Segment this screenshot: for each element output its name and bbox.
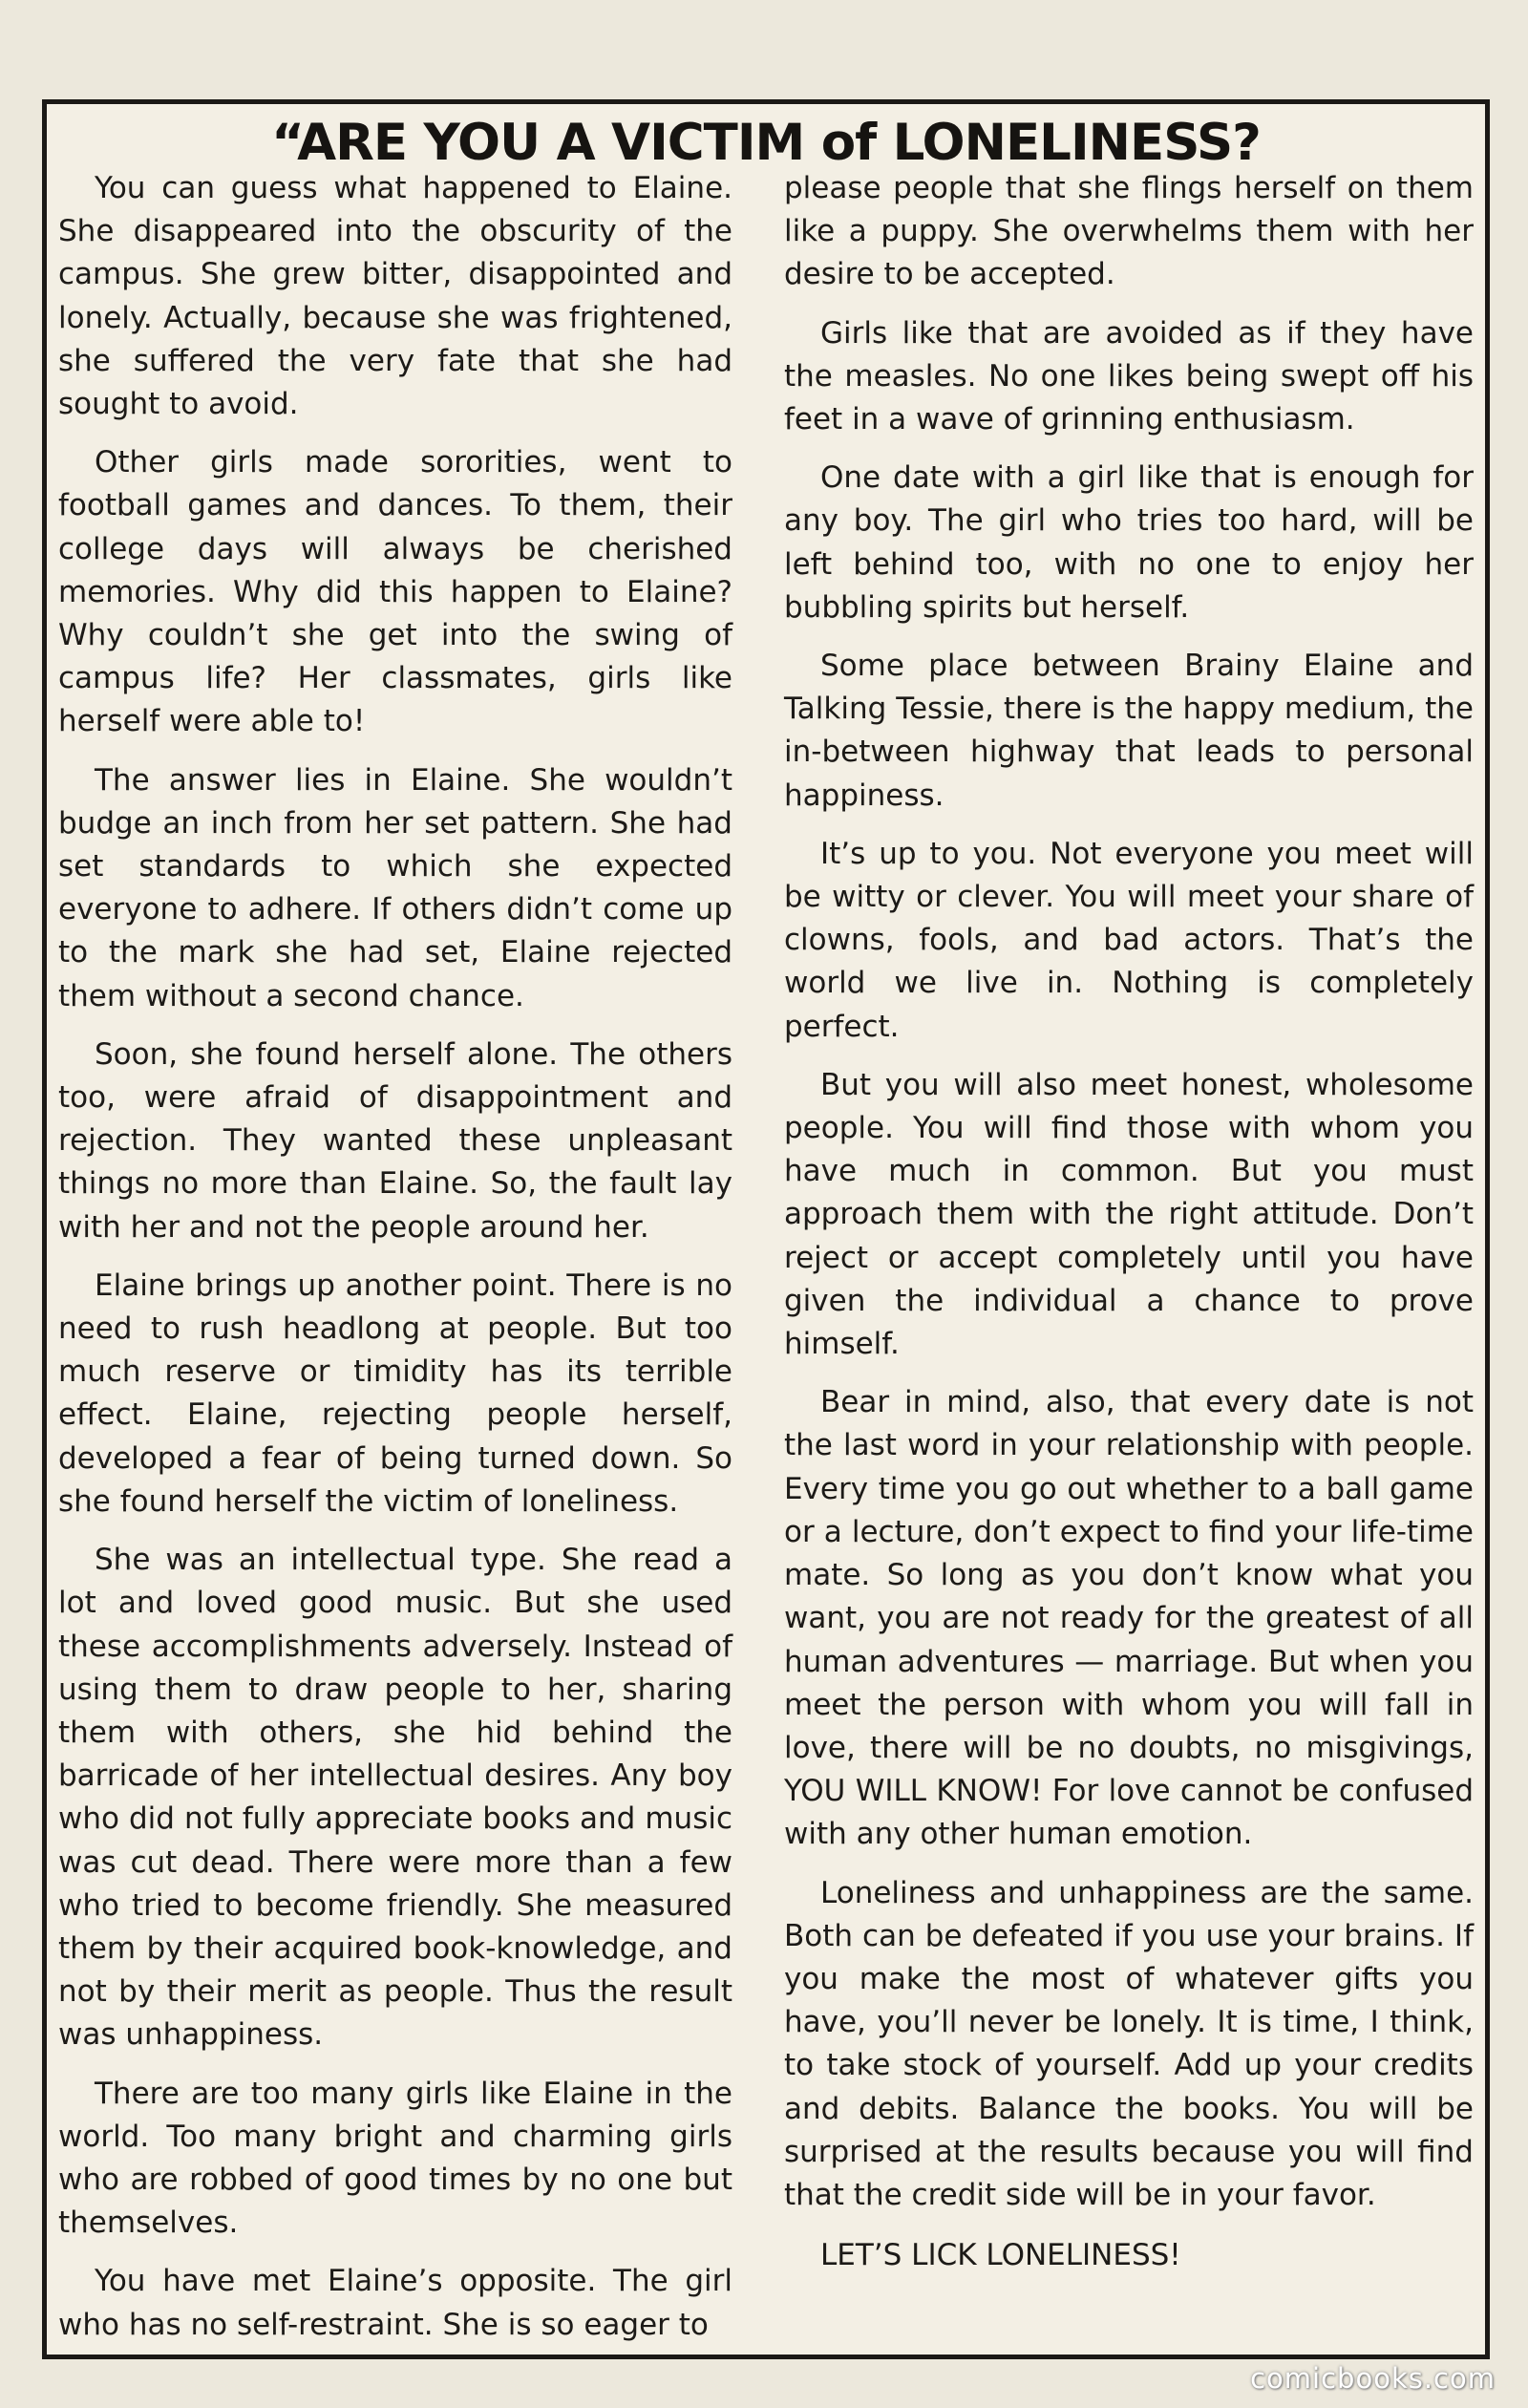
article-frame bbox=[42, 99, 1490, 2359]
paragraph: Other girls made sororities, went to football games and dances. To them, their college days will always be cherished memories. Why did this happen to Elaine? Why couldn’t she get into the swing of campus life? Her classmates, girls like herself were able to! bbox=[58, 445, 732, 739]
watermark: comicbooks.com bbox=[1250, 2362, 1496, 2395]
paragraph: Elaine brings up another point. There is no need to rush headlong at people. But too much reserve or timidity has its terrible effect. Elaine, rejecting people herself, developed a fear of being turned down. So she found herself the victim of loneliness. bbox=[58, 1268, 732, 1519]
paragraph-continuation: please people that she flings herself on them like a puppy. She overwhelms them with her desire to be accepted. bbox=[784, 171, 1474, 292]
paragraph: Bear in mind, also, that every date is not the last word in your relationship with people. Every time you go out whether to a ball game or a lecture, don’t expect to find your life-time mate. So long as you don’t know what you want, you are not ready for the greatest of all human adventures — marriage. But when you meet the person with whom you will fall in love, there will be no doubts, no misgivings, YOU WILL KNOW! For love cannot be confused with any other human emotion. bbox=[784, 1385, 1474, 1852]
paragraph: But you will also meet honest, wholesome people. You will find those with whom you have much in common. But you must approach them with the right attitude. Don’t reject or accept completely until you have given the individual a chance to prove himself. bbox=[784, 1067, 1474, 1362]
paragraph: You can guess what happened to Elaine. She disappeared into the obscurity of the campus. She grew bitter, disappointed and lonely. Actually, because she was frightened, she suffered the very fate that she had sought to avoid. bbox=[58, 171, 732, 422]
closing-line: LET’S LICK LONELINESS! bbox=[820, 2238, 1181, 2273]
right-column bbox=[784, 167, 1474, 2292]
paragraph: One date with a girl like that is enough for any boy. The girl who tries too hard, will be left behind too, with no one to enjoy her bubbling spirits but herself. bbox=[784, 460, 1474, 625]
paragraph: Loneliness and unhappiness are the same. Both can be defeated if you use your brains. If you make the most of whatever gifts you have, you’ll never be lonely. It is time, I think, to take stock of yourself. Add up your credits and debits. Balance the books. You will be surprised at the results because you will find that the credit side will be in your favor. bbox=[784, 1875, 1474, 2212]
paragraph: The answer lies in Elaine. She wouldn’t budge an inch from her set pattern. She had set standards to which she expected everyone to adhere. If others didn’t come up to the mark she had set, Elaine rejected them without a second chance. bbox=[58, 762, 732, 1013]
paragraph: Some place between Brainy Elaine and Talking Tessie, there is the happy medium, the in-between highway that leads to personal happiness. bbox=[784, 649, 1474, 813]
article-title: “ARE YOU A VICTIM of LONELINESS? bbox=[271, 114, 1261, 172]
left-column bbox=[58, 167, 732, 2362]
paragraph: She was an intellectual type. She read a lot and loved good music. But she used these accomplishments adversely. Instead of using them to draw people to her, sharing them with others, she hid behind the barricade of her intellectual desires. Any boy who did not fully appreciate books and music was cut dead. There were more than a few who tried to become friendly. She measured them by their acquired book-knowledge, and not by their merit as people. Thus the result was unhappiness. bbox=[58, 1543, 732, 2053]
paragraph: You have met Elaine’s opposite. The girl who has no self-restraint. She is so eager to bbox=[58, 2264, 732, 2342]
paragraph: It’s up to you. Not everyone you meet will be witty or clever. You will meet your share of clowns, fools, and bad actors. That’s the world we live in. Nothing is completely perfect. bbox=[784, 836, 1474, 1044]
paragraph: There are too many girls like Elaine in the world. Too many bright and charming girls who are robbed of good times by no one but themselves. bbox=[58, 2076, 732, 2241]
paragraph: Girls like that are avoided as if they have the measles. No one likes being swept off his feet in a wave of grinning enthusiasm. bbox=[784, 315, 1474, 437]
paragraph: Soon, she found herself alone. The others too, were afraid of disappointment and rejection. They wanted these unpleasant things no more than Elaine. So, the fault lay with her and not the people around her. bbox=[58, 1036, 732, 1245]
